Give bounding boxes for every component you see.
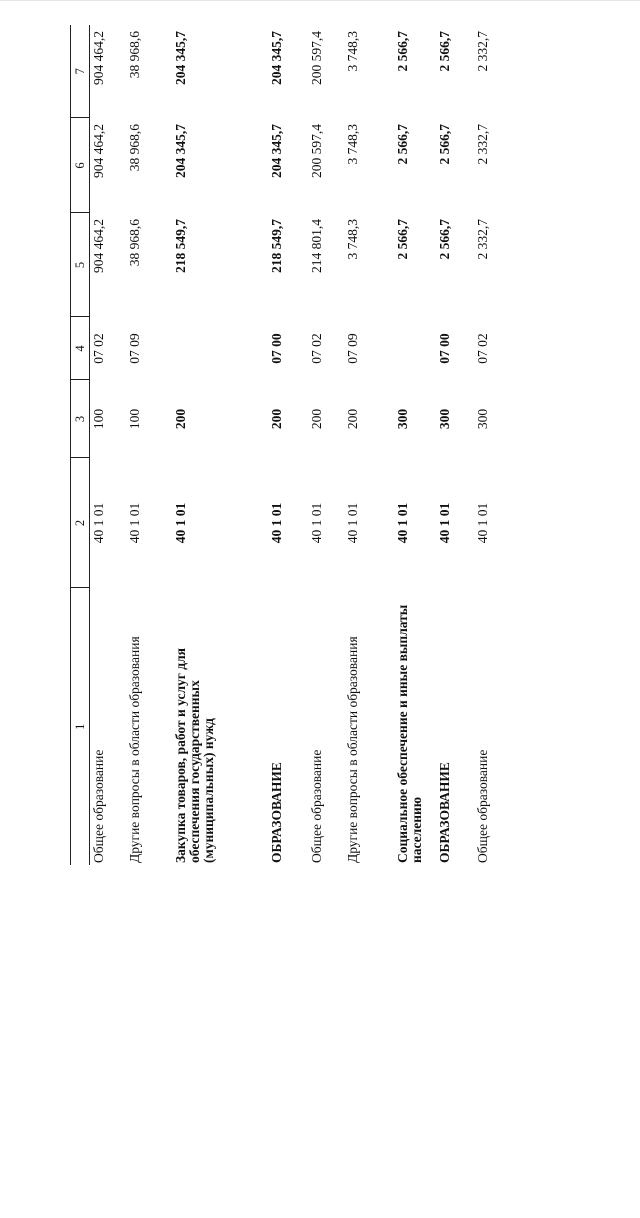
cell-amount-col6: 200 597,4 (308, 124, 324, 178)
cell-code: 40 1 01 (126, 502, 142, 544)
column-header: 2 (71, 458, 90, 588)
cell-name: Другие вопросы в области образования (344, 636, 360, 863)
column-header: 4 (71, 317, 90, 380)
cell-code: 40 1 01 (268, 502, 284, 544)
cell-amount-col5: 38 968,6 (126, 219, 142, 267)
cell-expense-type: 200 (344, 408, 360, 430)
cell-section: 07 09 (126, 333, 142, 364)
cell-expense-type: 100 (91, 408, 106, 430)
cell-amount-col5: 218 549,7 (172, 219, 188, 273)
cell-amount-col7: 2 332,7 (474, 31, 490, 72)
cell-name: Общее образование (91, 749, 106, 863)
cell-code: 40 1 01 (474, 502, 490, 544)
cell-amount-col6: 204 345,7 (172, 124, 188, 178)
cell-section: 07 00 (436, 333, 452, 364)
rotated-table-container (70, 31, 610, 865)
cell-section (394, 317, 436, 380)
cell-name: ОБРАЗОВАНИЕ (436, 762, 452, 863)
cell-name: ОБРАЗОВАНИЕ (268, 762, 284, 863)
table-row (436, 25, 474, 865)
column-header: 3 (71, 380, 90, 458)
table-body (90, 25, 510, 865)
cell-amount-col7: 204 345,7 (172, 31, 188, 85)
cell-section: 07 09 (344, 333, 360, 364)
column-header: 5 (71, 213, 90, 317)
cell-amount-col5: 3 748,3 (344, 219, 360, 260)
cell-expense-type: 200 (308, 408, 324, 430)
cell-code: 40 1 01 (436, 502, 452, 544)
cell-expense-type: 300 (474, 408, 490, 430)
cell-expense-type: 300 (436, 408, 452, 430)
cell-amount-col7: 904 464,2 (91, 31, 106, 85)
cell-amount-col7: 3 748,3 (344, 31, 360, 72)
table-row (126, 25, 172, 865)
column-header: 7 (71, 25, 90, 118)
cell-expense-type: 200 (172, 408, 188, 430)
cell-expense-type: 200 (268, 408, 284, 430)
cell-expense-type: 300 (394, 408, 410, 430)
cell-expense-type: 100 (126, 408, 142, 430)
cell-amount-col5: 2 566,7 (436, 219, 452, 260)
cell-amount-col7: 204 345,7 (268, 31, 284, 85)
table-row (308, 25, 344, 865)
cell-code: 40 1 01 (394, 502, 410, 544)
cell-amount-col5: 2 566,7 (394, 219, 410, 260)
cell-amount-col6: 904 464,2 (91, 124, 106, 178)
cell-amount-col7: 38 968,6 (126, 31, 142, 79)
header-row (71, 25, 90, 865)
cell-amount-col6: 38 968,6 (126, 124, 142, 172)
cell-section: 07 02 (308, 333, 324, 364)
cell-amount-col5: 904 464,2 (91, 219, 106, 273)
table-row (344, 25, 394, 865)
table-row (268, 25, 308, 865)
cell-code: 40 1 01 (344, 502, 360, 544)
cell-amount-col5: 218 549,7 (268, 219, 284, 273)
column-header: 1 (71, 588, 90, 865)
cell-amount-col6: 2 566,7 (436, 124, 452, 165)
cell-amount-col5: 2 332,7 (474, 219, 490, 260)
cell-section: 07 02 (474, 333, 490, 364)
cell-amount-col6: 204 345,7 (268, 124, 284, 178)
table-row (172, 25, 268, 865)
column-header: 6 (71, 118, 90, 213)
cell-amount-col6: 3 748,3 (344, 124, 360, 165)
cell-code: 40 1 01 (91, 502, 106, 544)
cell-amount-col6: 2 566,7 (394, 124, 410, 165)
table-row (90, 25, 126, 865)
cell-name: Закупка товаров, работ и услуг для обеспечения государственных (муниципальных) нужд (172, 648, 216, 863)
cell-amount-col7: 200 597,4 (308, 31, 324, 85)
cell-name: Общее образование (474, 749, 490, 863)
cell-code: 40 1 01 (172, 502, 188, 544)
cell-section (172, 317, 268, 380)
cell-section: 07 02 (91, 333, 106, 364)
cell-amount-col5: 214 801,4 (308, 219, 324, 273)
budget-table (70, 25, 510, 865)
top-rule (0, 0, 640, 1)
cell-name: Другие вопросы в области образования (126, 636, 142, 863)
table-row (474, 25, 510, 865)
cell-name: Социальное обеспечение и иные выплаты населению (394, 604, 424, 863)
cell-name: Общее образование (308, 749, 324, 863)
cell-amount-col6: 2 332,7 (474, 124, 490, 165)
table-row (394, 25, 436, 865)
cell-section: 07 00 (268, 333, 284, 364)
cell-amount-col7: 2 566,7 (394, 31, 410, 72)
cell-amount-col7: 2 566,7 (436, 31, 452, 72)
cell-code: 40 1 01 (308, 502, 324, 544)
